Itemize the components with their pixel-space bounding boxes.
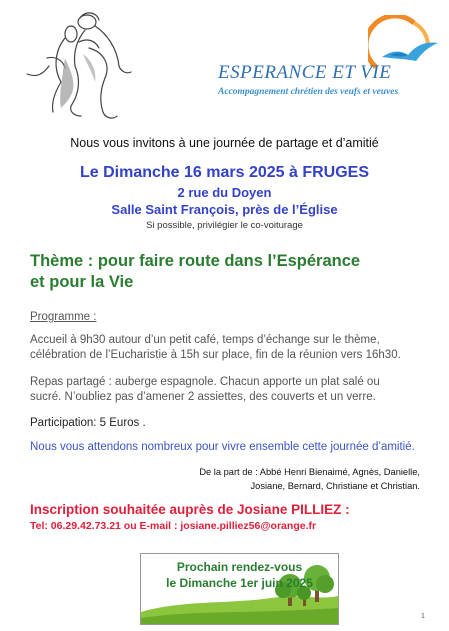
welcome-text: Nous vous attendons nombreux pour vivre ensemble cette journée d’amitié. xyxy=(30,441,415,453)
program-meal xyxy=(30,375,425,404)
program-label: Programme : xyxy=(30,311,97,323)
logo-figures-illustration xyxy=(25,8,140,126)
event-address-venue: Salle Saint François, près de l’Église xyxy=(111,202,338,217)
program-schedule-line-1: Accueil à 9h30 autour d’un petit café, temps d’échange sur le thème, xyxy=(30,334,380,346)
registration-contact: Tel: 06.29.42.73.21 ou E-mail : josiane.pilliez56@orange.fr xyxy=(30,520,317,532)
next-meeting-box xyxy=(140,553,339,625)
logo-subtitle: Accompagnement chrétien des veufs et veuves xyxy=(218,87,399,97)
program-meal-line-2: sucré. N’oubliez pas d’amener 2 assiettes, des couverts et un verre. xyxy=(30,390,376,403)
program-schedule-line-2: célébration de l’Eucharistie à 15h sur place, fin de la réunion vers 16h30. xyxy=(30,348,401,361)
event-date: Le Dimanche 16 mars 2025 à FRUGES xyxy=(79,164,370,181)
program-meal-line-1: Repas partagé : auberge espagnole. Chacun apporte un plat salé ou xyxy=(30,376,380,388)
signature-line-1: De la part de : Abbé Henri Bienaimé, Agnès, Danielle, xyxy=(199,467,420,477)
next-meeting-title: Prochain rendez-vous xyxy=(176,560,303,574)
signature-block xyxy=(30,465,420,493)
event-address-street: 2 rue du Doyen xyxy=(177,185,272,200)
theme-heading xyxy=(30,251,430,293)
invitation-text: Nous vous invitons à une journée de partage et d’amitié xyxy=(70,136,379,150)
theme-line-1: Thème : pour faire route dans l’Espérance xyxy=(30,252,361,270)
participation-fee: Participation: 5 Euros . xyxy=(30,417,146,429)
logo-title: ESPERANCE ET VIE xyxy=(218,62,392,83)
theme-line-2: et pour la Vie xyxy=(30,273,134,291)
registration-heading: Inscription souhaitée auprès de Josiane PILLIEZ : xyxy=(30,502,350,517)
page-number: 1 xyxy=(421,613,425,620)
carpool-note: Si possible, privilégier le co-voiturage xyxy=(146,220,303,231)
signature-line-2: Josiane, Bernard, Christiane et Christian. xyxy=(250,481,420,491)
next-meeting-date: le Dimanche 1er juin 2025 xyxy=(166,576,313,590)
program-schedule xyxy=(30,333,425,362)
